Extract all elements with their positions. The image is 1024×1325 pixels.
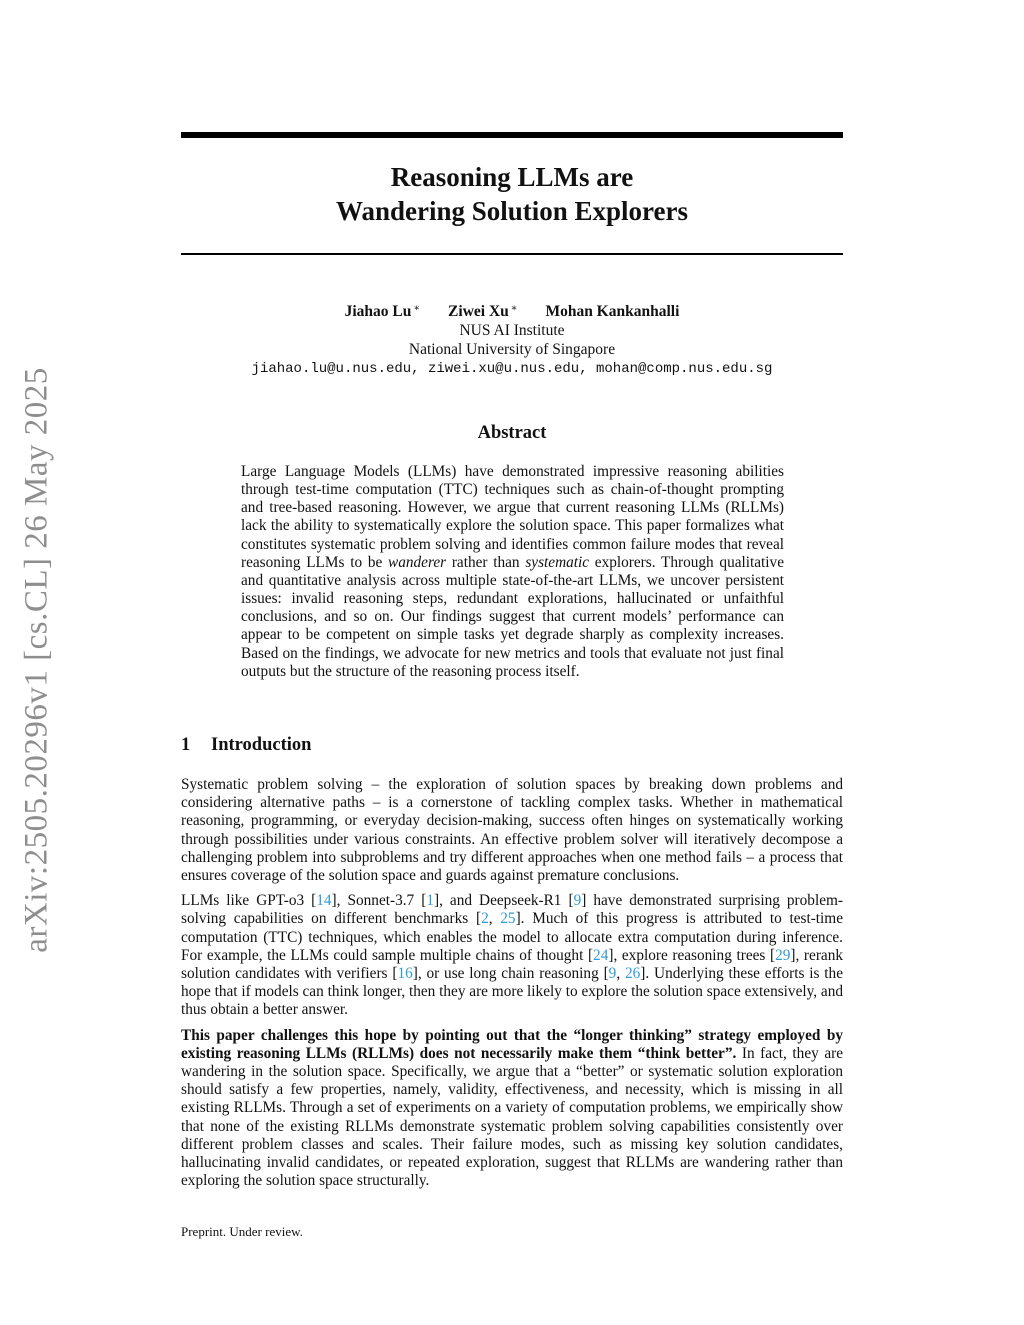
emphasis-systematic: systematic xyxy=(525,553,590,571)
text: ], or use long chain reasoning [ xyxy=(412,965,609,983)
text: ], Sonnet-3.7 [ xyxy=(331,892,427,910)
equal-contribution-mark: ∗ xyxy=(413,303,421,314)
section-title: Introduction xyxy=(211,735,312,755)
paper-title xyxy=(181,160,843,228)
citation-link[interactable]: 9 xyxy=(608,965,617,983)
intro-paragraph-3 xyxy=(181,1027,843,1191)
text: LLMs like GPT-o3 [ xyxy=(181,892,317,910)
introduction-body xyxy=(181,776,843,1197)
equal-contribution-mark: ∗ xyxy=(510,303,518,314)
bold-claim: This paper challenges this hope by pointing out that the “longer thinking” strategy employed by existing reasoning LLMs (RLLMs) does not necessarily make them “think better”. xyxy=(181,1026,843,1062)
text: , xyxy=(488,910,501,928)
arxiv-sidebar xyxy=(5,0,69,1325)
title-line-2: Wandering Solution Explorers xyxy=(335,196,689,226)
citation-link[interactable]: 14 xyxy=(316,892,332,910)
citation-link[interactable]: 26 xyxy=(624,965,641,983)
text: ]. Underlying these efforts is the hope that if models can think longer, then they are more likely to explore the solution space extensively, and thus obtain a better answer. xyxy=(181,965,843,1019)
author-2 xyxy=(448,303,518,320)
citation-link[interactable]: 29 xyxy=(775,946,791,964)
text: ], explore reasoning trees [ xyxy=(608,946,776,964)
author-names xyxy=(181,299,843,321)
section-heading-introduction xyxy=(181,733,311,757)
citation-link[interactable]: 2 xyxy=(481,910,489,928)
intro-paragraph-1: Systematic problem solving – the exploration of solution spaces by breaking down problems and considering alternative paths – is a cornerstone of tackling complex tasks. Whether in mathematical reasoning, programming, or everyday decision-making, success often hinges on systematically working through possibilities under various constraints. An effective problem solver will iteratively decompose a challenging problem into subproblems and try different approaches when one method fails – a process that ensures coverage of the solution space and guards against premature conclusions. xyxy=(181,776,843,885)
author-name: Mohan Kankanhalli xyxy=(545,303,680,320)
affiliation-institute: NUS AI Institute xyxy=(459,322,565,339)
text: In fact, they are wandering in the solution space. Specifically, we argue that a “better” or systematic solution exploration should satisfy a few properties, namely, validity, effectiveness, and necessity, which is missing in all existing RLLMs. Through a set of experiments on a variety of computation problems, we empirically show that none of the existing RLLMs demonstrate systematic problem solving capabilities consistently over different problem classes and scales. Their failure modes, such as missing key solution candidates, hallucinating invalid candidates, or repeated exploration, suggest that RLLMs are wandering rather than exploring the solution space structurally. xyxy=(181,1044,843,1190)
abstract-heading: Abstract xyxy=(477,423,547,443)
citation-link[interactable]: 9 xyxy=(573,892,582,910)
text: ], and Deepseek-R1 [ xyxy=(433,892,574,910)
emphasis-wanderer: wanderer xyxy=(388,553,447,571)
arxiv-identifier: arXiv:2505.20296v1 [cs.CL] 26 May 2025 xyxy=(18,367,55,953)
section-number: 1 xyxy=(181,735,191,755)
title-line-1: Reasoning LLMs are xyxy=(390,162,634,192)
author-name: Ziwei Xu xyxy=(448,303,509,320)
intro-paragraph-2 xyxy=(181,892,843,1019)
author-emails: jiahao.lu@u.nus.edu, ziwei.xu@u.nus.edu, mohan@comp.nus.edu.sg xyxy=(251,361,773,377)
title-top-rule xyxy=(181,132,843,138)
citation-link[interactable]: 25 xyxy=(500,910,516,928)
citation-link[interactable]: 16 xyxy=(397,965,413,983)
author-block xyxy=(181,299,843,379)
author-1 xyxy=(345,303,421,320)
text: ] have demonstrated surprising problem-solving capabilities on different benchmarks [ xyxy=(181,892,843,928)
abstract-text: Large Language Models (LLMs) have demonstrated impressive reasoning abilities through test-time computation (TTC) techniques such as chain-of-thought prompting and tree-based reasoning. However, we argue that current reasoning LLMs (RLLMs) lack the ability to systematically explore the solution space. This paper formalizes what constitutes systematic problem solving and identifies common failure modes that reveal reasoning LLMs to be xyxy=(241,463,784,571)
preprint-footnote: Preprint. Under review. xyxy=(181,1224,303,1239)
abstract-body xyxy=(241,463,784,681)
abstract-text: explorers. Through qualitative and quantitative analysis across multiple state-of-the-art LLMs, we uncover persistent issues: invalid reasoning steps, redundant explorations, hallucinated or unfaithful conclusions, and so on. Our findings suggest that current models’ performance can appear to be competent on simple tasks yet degrade sharply as complexity increases. Based on the findings, we advocate for new metrics and tools that evaluate not just final outputs but the structure of the reasoning process itself. xyxy=(241,553,784,680)
citation-link[interactable]: 24 xyxy=(593,946,609,964)
abstract-paragraph xyxy=(241,463,784,681)
author-name: Jiahao Lu xyxy=(344,303,412,320)
citation-link[interactable]: 1 xyxy=(426,892,434,910)
affiliation-university: National University of Singapore xyxy=(408,341,616,358)
text: ], rerank solution candidates with verifiers [ xyxy=(181,946,844,983)
abstract-text: rather than xyxy=(446,553,526,571)
text: ]. Much of this progress is attributed to test-time computation (TTC) techniques, which enables the model to allocate extra computation during inference. For example, the LLMs could sample multiple chains of thought [ xyxy=(181,910,843,964)
title-bottom-rule xyxy=(181,253,843,255)
author-3 xyxy=(545,303,679,320)
text: , xyxy=(616,965,625,983)
